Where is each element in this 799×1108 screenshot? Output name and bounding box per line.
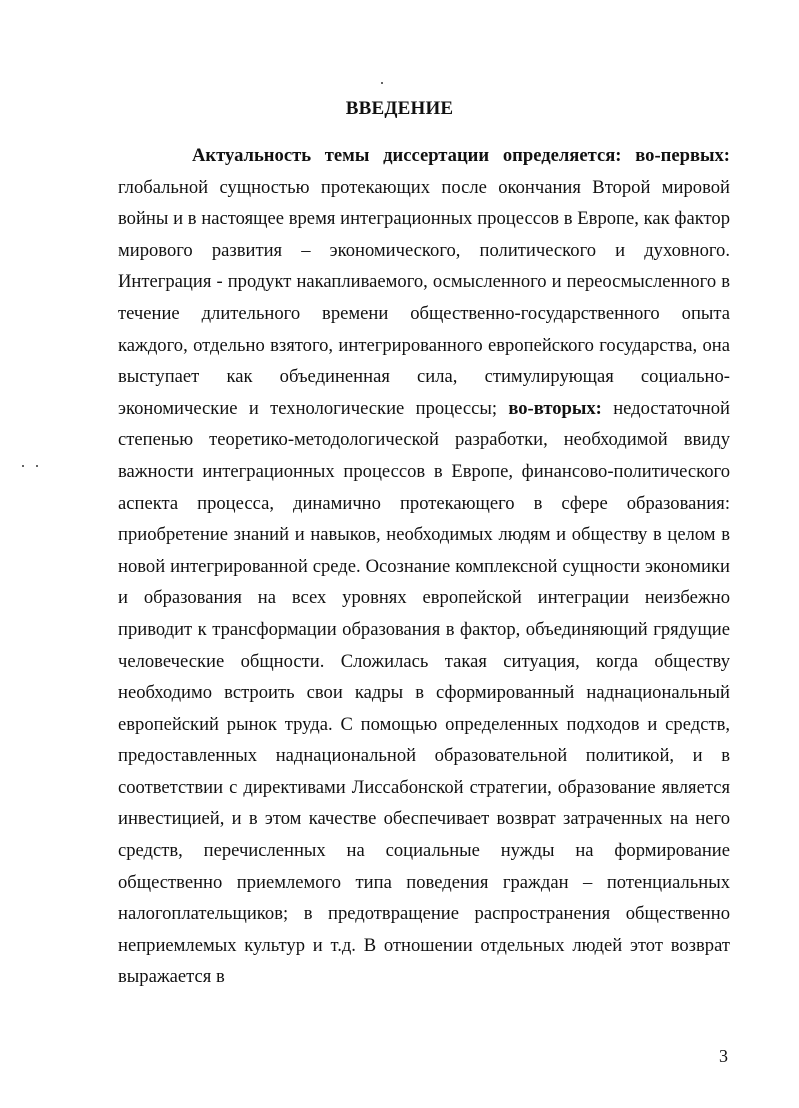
scan-speck (36, 465, 38, 467)
second-point-bold-text: во-вторых: (508, 397, 602, 419)
paragraph-text-part-2: недостаточной степенью теоретико-методологической разработки, необходимой ввиду важности интеграционных процессов в Европе, финансово-политического аспекта процесса, динамично протекающего в сфере образования: приобретение знаний и навыков, необходимых людям и обществу в целом в новой интегрированной среде. Осознание комплексной сущности экономики и образования на всех уровнях европейской интеграции неизбежно приводит к трансформации образования в фактор, объединяющий грядущие человеческие общности. Сложилась такая ситуация, когда обществу необходимо встроить свои кадры в сформированный наднациональный европейский рынок труда. С помощью определенных подходов и средств, предоставленных наднациональной образовательной политикой, и в соответствии с директивами Лиссабонской стратегии, образование является инвестицией, и в этом качестве обеспечивает возврат затраченных на него средств, перечисленных на социальные нужды на формирование общественно приемлемого типа поведения граждан – потенциальных налогоплательщиков; в предотвращение распространения общественно неприемлемых культур и т.д. В отношении отдельных людей этот возврат выражается в (118, 397, 730, 988)
page-number: 3 (719, 1046, 728, 1066)
scan-speck (22, 465, 24, 467)
page-title: ВВЕДЕНИЕ (345, 98, 454, 119)
scan-speck (381, 82, 383, 84)
paragraph-text-part-1: глобальной сущностью протекающих после окончания Второй мировой войны и в настоящее время интеграционных процессов в Европе, как фактор мирового развития – экономического, политического и духовного. Интеграция - продукт накапливаемого, осмысленного и переосмысленного в течение длительного времени общественно-государственного опыта каждого, отдельно взятого, интегрированного европейского государства, она выступает как объединенная сила, стимулирующая социально-экономические и технологические процессы; (118, 176, 730, 419)
lead-bold-text: Актуальность темы диссертации определяется: во-первых: (192, 145, 730, 166)
body-paragraph (118, 140, 730, 993)
